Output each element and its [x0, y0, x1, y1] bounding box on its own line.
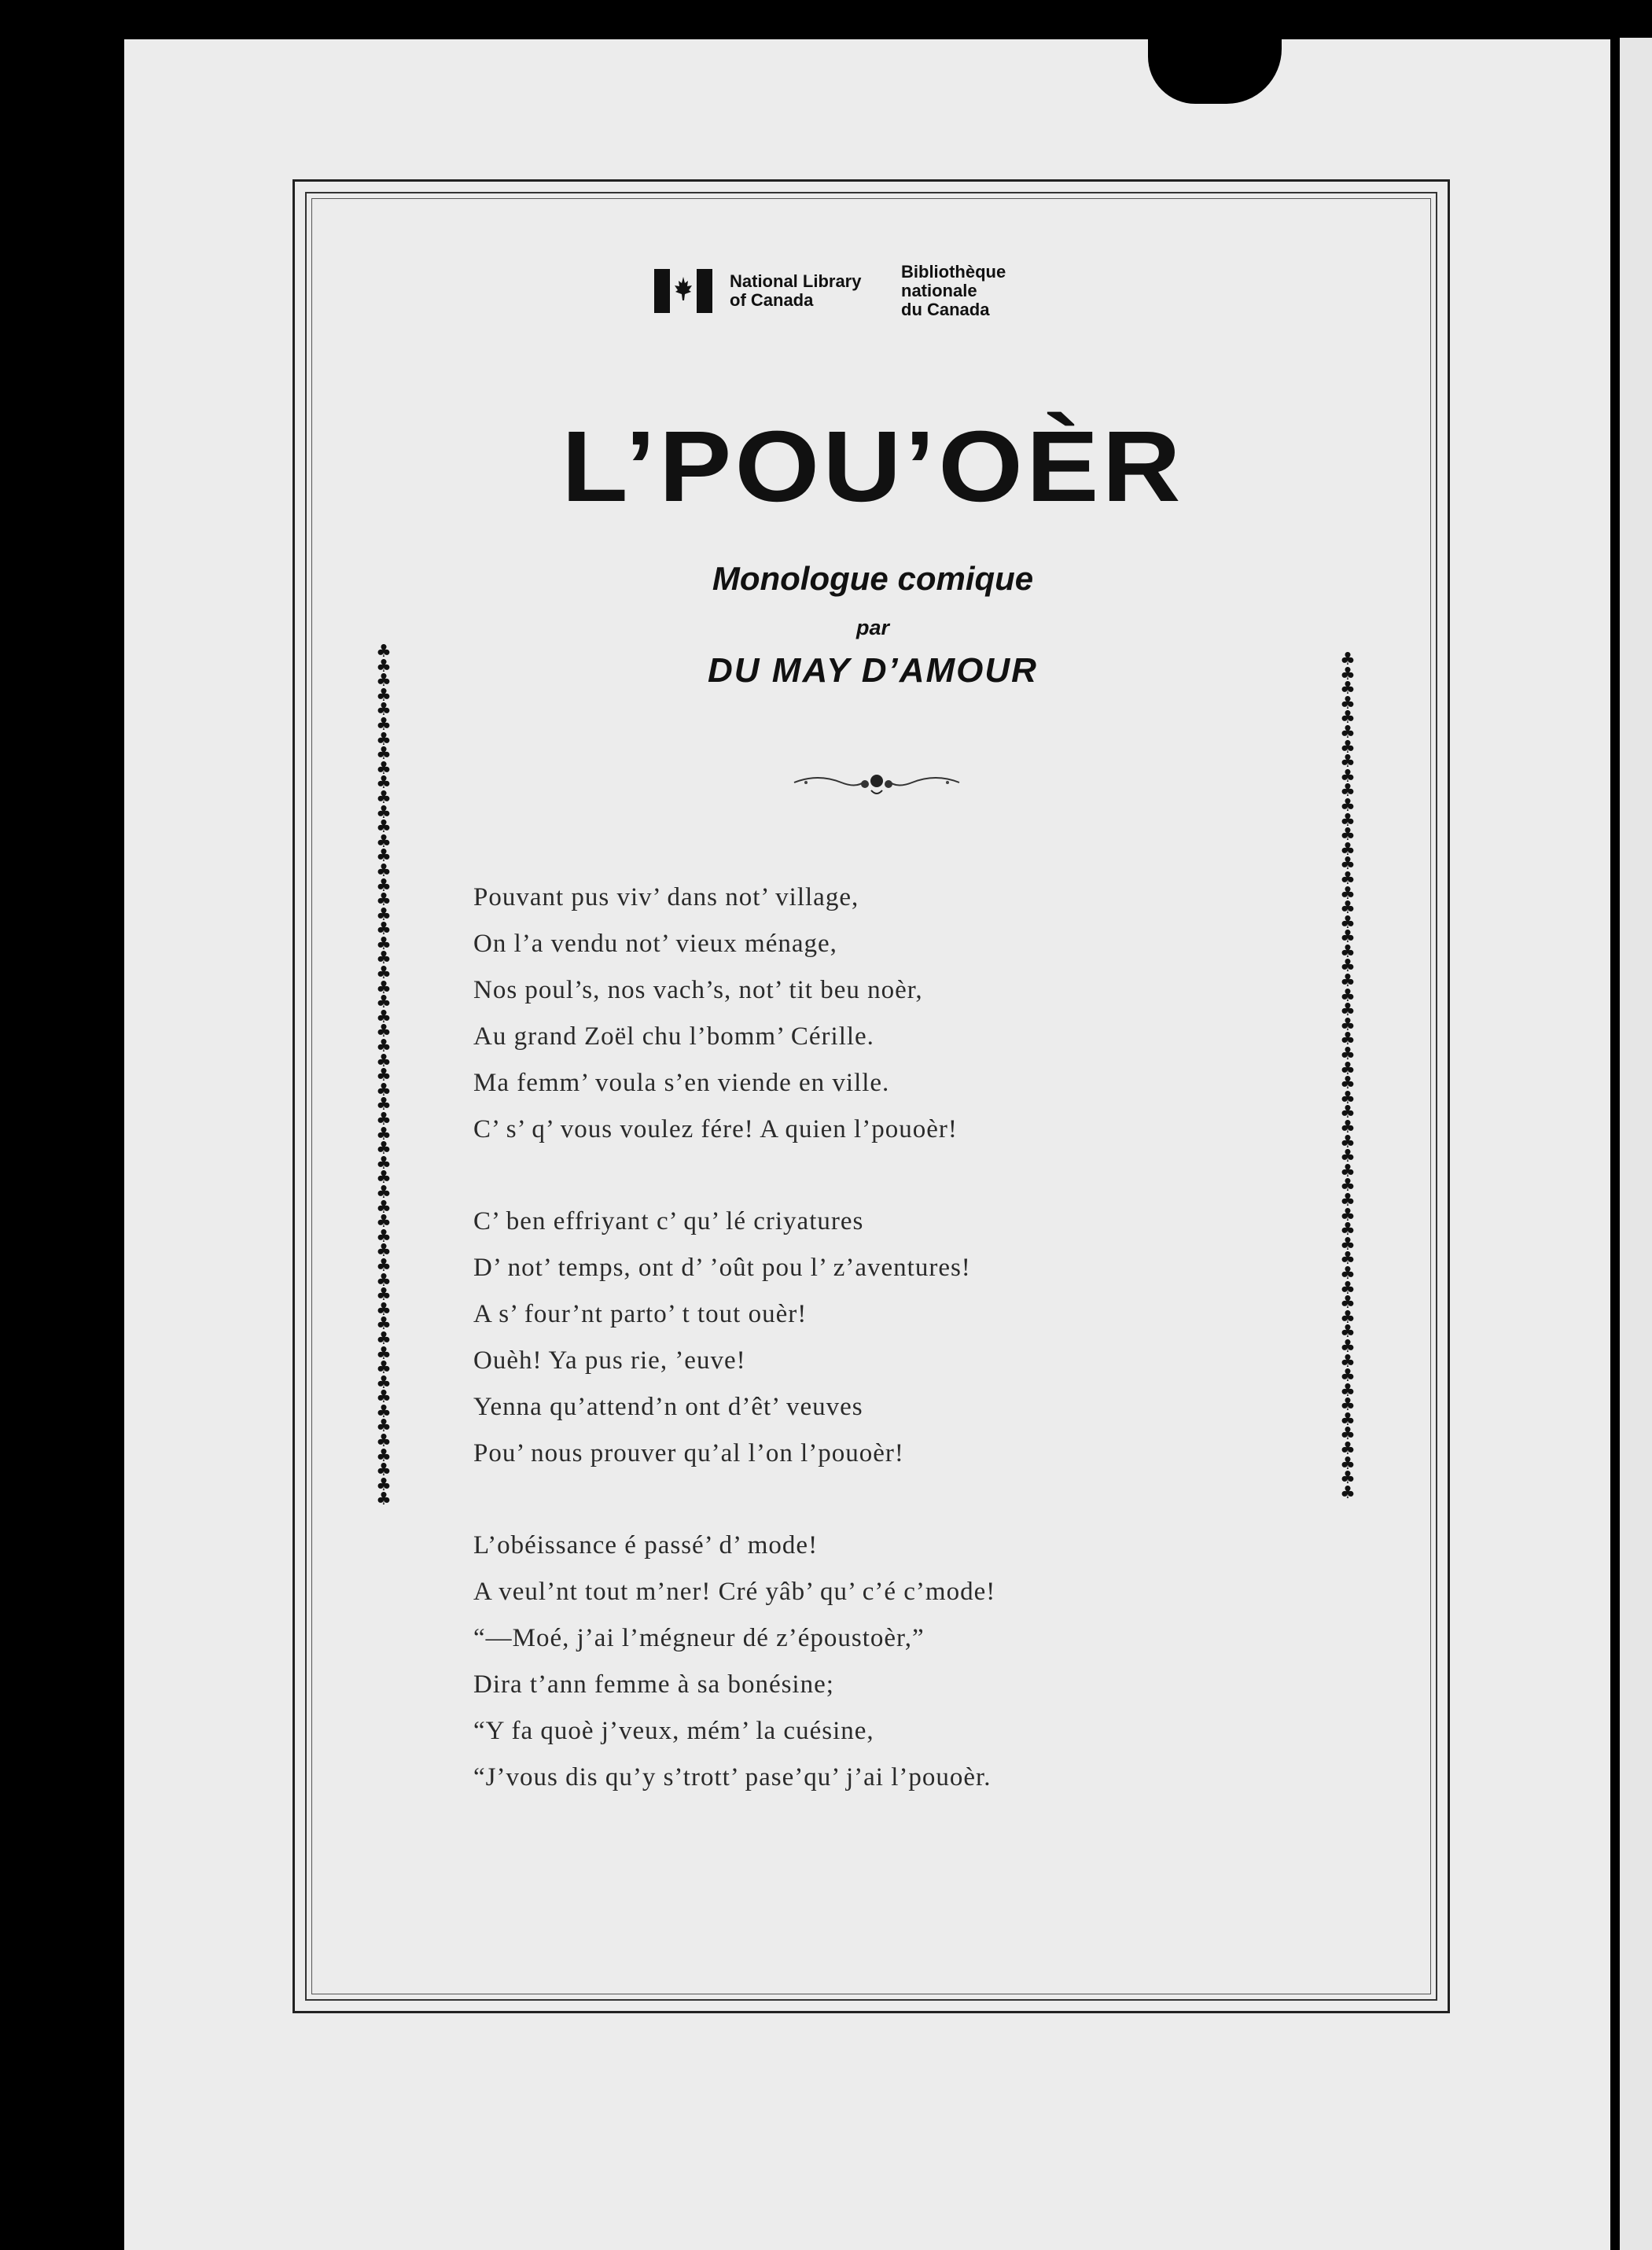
byline-par: par [855, 616, 890, 639]
poem-line: On l’a vendu not’ vieux ménage, [473, 930, 837, 958]
library-name-en [730, 272, 879, 310]
poem-line: Dira t’ann femme à sa bonésine; [473, 1670, 834, 1699]
poem-line: A s’ four’nt parto’ t tout ouèr! [473, 1300, 808, 1328]
poem-line: Nos poul’s, nos vach’s, not’ tit beu noèr, [473, 976, 923, 1004]
poem-line: C’ ben effriyant c’ qu’ lé criyatures [473, 1207, 864, 1235]
poem-line: Ouèh! Ya pus rie, ’euve! [473, 1346, 746, 1375]
poem-stanza [473, 1523, 1181, 1801]
canada-flag-icon [654, 269, 712, 313]
poem-line: Au grand Zoël chu l’bomm’ Cérille. [473, 1022, 874, 1051]
clubs-border-left-ornament: ♣ ♣ ♣ ♣ ♣ ♣ ♣ ♣ ♣ ♣ ♣ ♣ ♣ ♣ ♣ ♣ ♣ ♣ ♣ ♣ ♣ ♣ ♣ ♣ ♣ ♣ ♣ ♣ ♣ ♣ ♣ ♣ ♣ ♣ ♣ ♣ ♣ ♣ ♣ ♣ ♣ ♣ ♣ ♣ ♣ ♣ ♣ ♣ ♣ ♣ ♣ ♣ ♣ ♣ ♣ ♣ ♣ ♣ ♣ [376, 642, 392, 1510]
poem-line: Yenna qu’attend’n ont d’êt’ veuves [473, 1393, 863, 1421]
clubs-border-right-ornament: ♣ ♣ ♣ ♣ ♣ ♣ ♣ ♣ ♣ ♣ ♣ ♣ ♣ ♣ ♣ ♣ ♣ ♣ ♣ ♣ ♣ ♣ ♣ ♣ ♣ ♣ ♣ ♣ ♣ ♣ ♣ ♣ ♣ ♣ ♣ ♣ ♣ ♣ ♣ ♣ ♣ ♣ ♣ ♣ ♣ ♣ ♣ ♣ ♣ ♣ ♣ ♣ ♣ ♣ ♣ ♣ ♣ ♣ [1340, 650, 1356, 1503]
adjacent-page-edge [1620, 38, 1652, 2250]
library-name-fr [901, 263, 1074, 319]
poem-line: “—Moé, j’ai l’mégneur dé z’époustoèr,” [473, 1624, 925, 1652]
poem-stanza [473, 1199, 1181, 1477]
decorative-flourish-icon [786, 767, 967, 798]
poem-line: “J’vous dis qu’y s’trott’ pase’qu’ j’ai l’pouoèr. [473, 1763, 992, 1792]
poem-line: Pou’ nous prouver qu’al l’on l’pouoèr! [473, 1439, 904, 1467]
poem-line: A veul’nt tout m’ner! Cré yâb’ qu’ c’é c’mode! [473, 1578, 996, 1606]
library-name-en-line2: of Canada [730, 290, 814, 310]
poem-line: Ma femm’ voula s’en viende en ville. [473, 1069, 890, 1097]
poem-stanza [473, 875, 1181, 1153]
poem-line: C’ s’ q’ vous voulez fére! A quien l’pouoèr! [473, 1115, 958, 1143]
library-name-fr-line1: Bibliothèque nationale [901, 262, 1006, 300]
poem-line: L’obéissance é passé’ d’ mode! [473, 1531, 819, 1560]
poem-line: D’ not’ temps, ont d’ ’oût pou l’ z’aventures! [473, 1254, 971, 1282]
library-name-en-line1: National Library [730, 271, 862, 291]
library-logo-block [654, 262, 1074, 319]
poem-body [473, 875, 1181, 1847]
document-title: L’POU’OÈR [561, 411, 1184, 523]
document-subtitle: Monologue comique [712, 560, 1034, 597]
poem-line: Pouvant pus viv’ dans not’ village, [473, 883, 859, 911]
library-name-fr-line2: du Canada [901, 300, 990, 319]
poem-line: “Y fa quoè j’veux, mém’ la cuésine, [473, 1717, 874, 1745]
maple-leaf-icon [674, 277, 693, 304]
author-name: DU MAY D’AMOUR [708, 651, 1038, 690]
